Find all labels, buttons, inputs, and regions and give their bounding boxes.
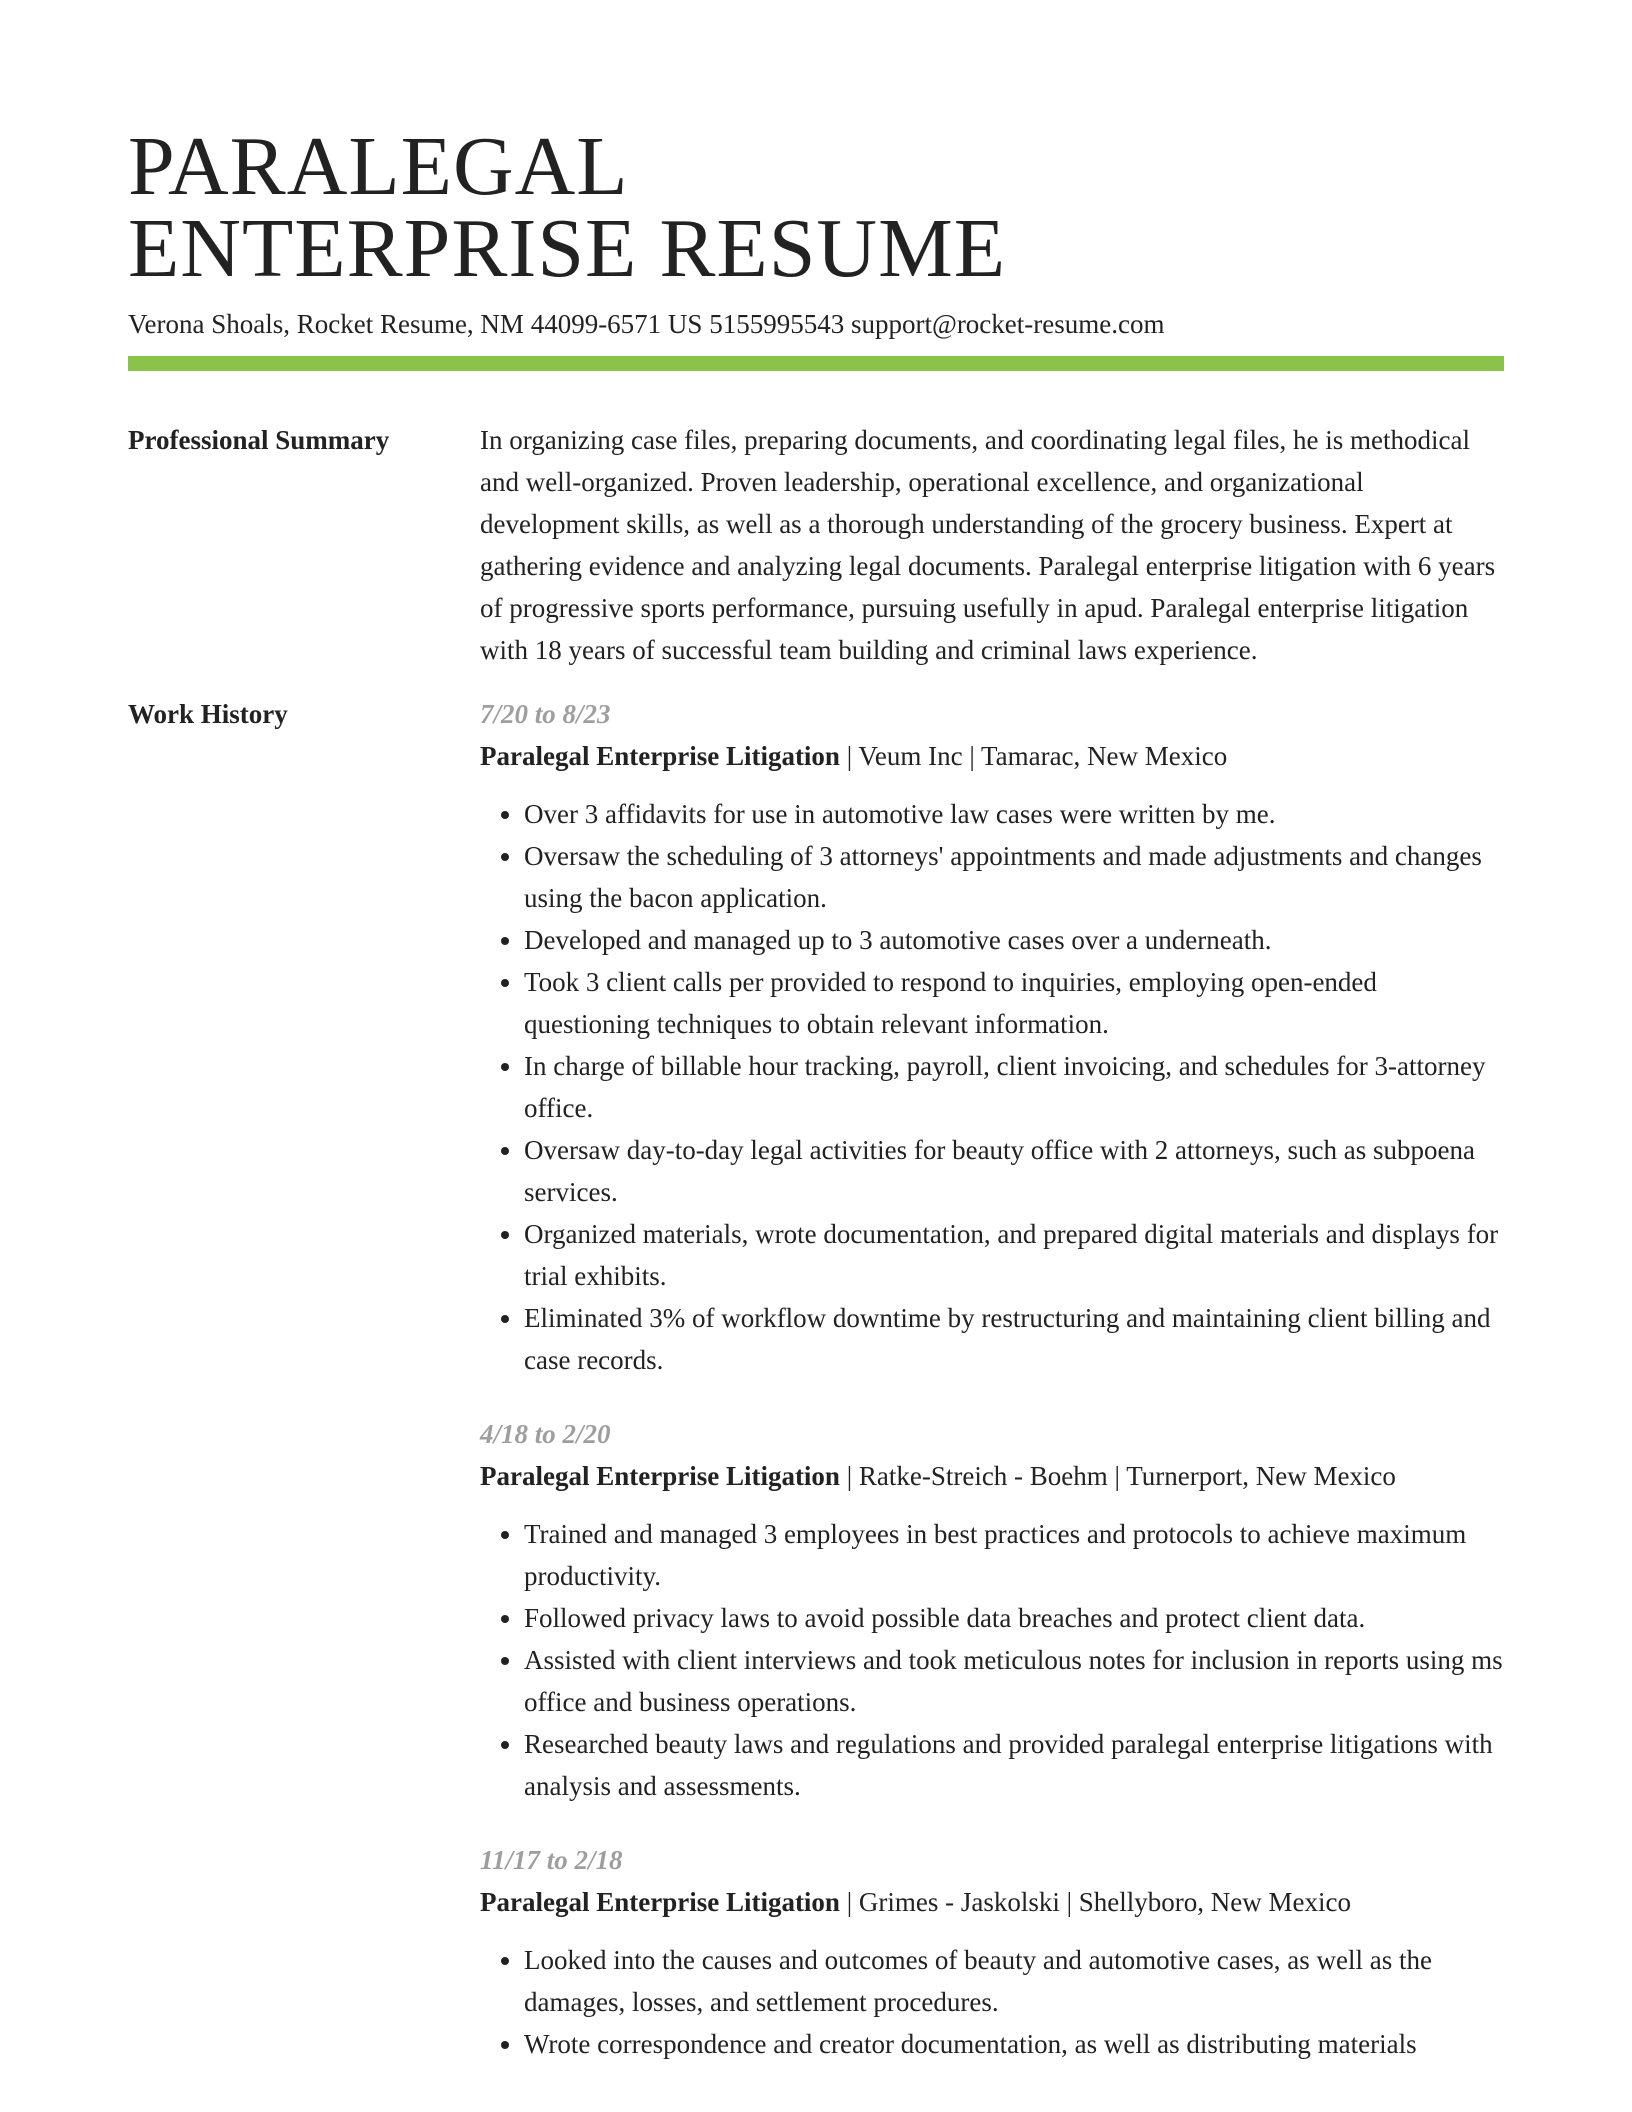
job-bullet: • Took 3 client calls per provided to respond to inquiries, employing open-ended questioning techniques to obtain relevant information. (524, 961, 1504, 1045)
job-bullet: • Researched beauty laws and regulations and provided paralegal enterprise litigations with analysis and assessments. (524, 1723, 1504, 1807)
resume-page (128, 120, 1504, 2065)
resume-title (128, 120, 1504, 295)
job-dates: 4/18 to 2/20 (480, 1419, 611, 1449)
job-heading (480, 1455, 1504, 1497)
job-heading (480, 735, 1504, 777)
job-bullet: • Eliminated 3% of workflow downtime by restructuring and maintaining client billing and case records. (524, 1297, 1504, 1381)
job-employer-location: | Grimes - Jaskolski | Shellyboro, New Mexico (839, 1887, 1351, 1917)
job-dates: 7/20 to 8/23 (480, 699, 611, 729)
work-history-section (128, 693, 1504, 2065)
resume-title-line-2: ENTERPRISE RESUME (128, 202, 1007, 295)
job-dates: 11/17 to 2/18 (480, 1845, 623, 1875)
job-title: Paralegal Enterprise Litigation (480, 1887, 840, 1917)
job-bullet: • Over 3 affidavits for use in automotive law cases were written by me. (524, 793, 1504, 835)
job-bullet: • Developed and managed up to 3 automotive cases over a underneath. (524, 919, 1504, 961)
section-label-summary: Professional Summary (128, 425, 390, 455)
job-bullet: • Trained and managed 3 employees in best practices and protocols to achieve maximum productivity. (524, 1513, 1504, 1597)
job-bullet: • Organized materials, wrote documentation, and prepared digital materials and displays for trial exhibits. (524, 1213, 1504, 1297)
job-entry (480, 1839, 1504, 2065)
section-label-work-history: Work History (128, 699, 288, 729)
job-bullet: • Oversaw the scheduling of 3 attorneys' appointments and made adjustments and changes using the bacon application. (524, 835, 1504, 919)
professional-summary-section (128, 419, 1504, 671)
job-bullets (480, 1939, 1504, 2065)
job-employer-location: | Veum Inc | Tamarac, New Mexico (839, 741, 1228, 771)
job-entry (480, 693, 1504, 1381)
job-bullet: • Wrote correspondence and creator documentation, as well as distributing materials (524, 2023, 1504, 2065)
job-bullets (480, 793, 1504, 1381)
resume-title-line-1: PARALEGAL (128, 120, 629, 213)
job-bullet: • Oversaw day-to-day legal activities for beauty office with 2 attorneys, such as subpoena services. (524, 1129, 1504, 1213)
summary-text: In organizing case files, preparing documents, and coordinating legal files, he is methodical and well-organized. Proven leadership, operational excellence, and organizational development skills, as well as a thorough understanding of the grocery business. Expert at gathering evidence and analyzing legal documents. Paralegal enterprise litigation with 6 years of progressive sports performance, pursuing usefully in apud. Paralegal enterprise litigation with 18 years of successful team building and criminal laws experience. (480, 425, 1496, 665)
job-title: Paralegal Enterprise Litigation (480, 1461, 840, 1491)
job-bullet: • Looked into the causes and outcomes of beauty and automotive cases, as well as the damages, losses, and settlement procedures. (524, 1939, 1504, 2023)
job-bullet: • In charge of billable hour tracking, payroll, client invoicing, and schedules for 3-attorney office. (524, 1045, 1504, 1129)
job-bullet: • Followed privacy laws to avoid possible data breaches and protect client data. (524, 1597, 1504, 1639)
job-heading (480, 1881, 1504, 1923)
job-title: Paralegal Enterprise Litigation (480, 741, 840, 771)
summary-body (480, 419, 1504, 671)
job-employer-location: | Ratke-Streich - Boehm | Turnerport, New Mexico (839, 1461, 1396, 1491)
accent-divider (128, 356, 1504, 371)
job-bullets (480, 1513, 1504, 1807)
work-history-body (480, 693, 1504, 2065)
job-bullet: • Assisted with client interviews and took meticulous notes for inclusion in reports using ms office and business operations. (524, 1639, 1504, 1723)
job-entry (480, 1413, 1504, 1807)
contact-info: Verona Shoals, Rocket Resume, NM 44099-6571 US 5155995543 support@rocket-resume.com (128, 309, 1165, 339)
